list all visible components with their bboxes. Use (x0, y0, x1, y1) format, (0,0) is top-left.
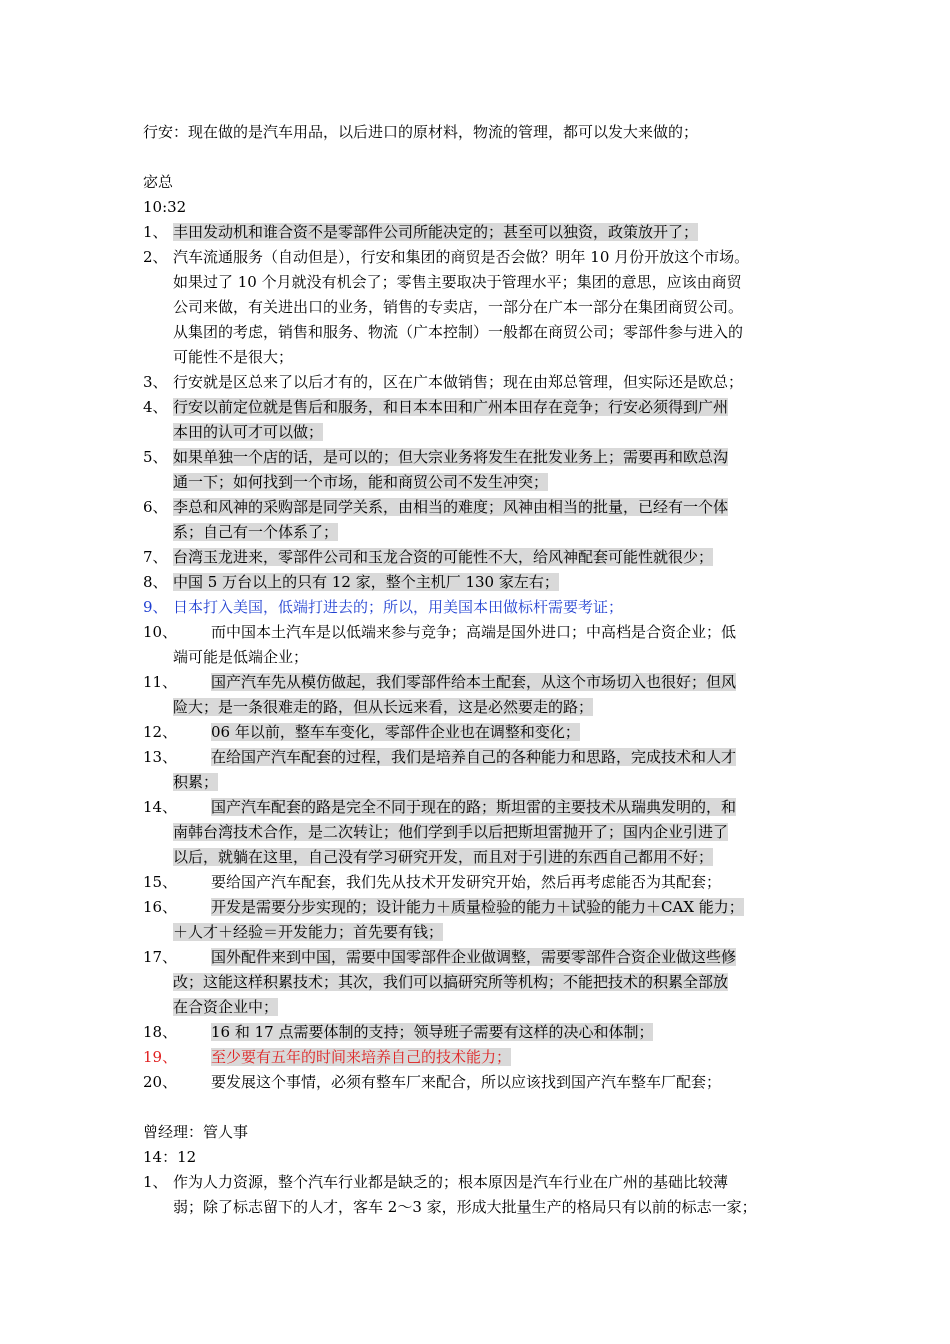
list-item (143, 620, 823, 670)
item-number: 4、 (143, 398, 168, 416)
list-item (143, 395, 823, 445)
item-line: 如果过了 10 个月就没有机会了；零售主要取决于管理水平；集团的意思，应该由商贸 (173, 273, 742, 291)
item-number: 18、 (143, 1023, 178, 1041)
list-item (143, 720, 823, 745)
item-number: 16、 (143, 898, 178, 916)
item-number: 8、 (143, 573, 168, 591)
list-item (143, 795, 823, 870)
section1-speaker: 宓总 (143, 173, 174, 191)
item-line: 从集团的考虑，销售和服务、物流（广本控制）一般都在商贸公司；零部件参与进入的 (173, 323, 744, 341)
item-text (173, 220, 823, 245)
item-line: 可能性不是很大； (173, 348, 294, 366)
item-line: 至少要有五年的时间来培养自己的技术能力； (211, 1048, 512, 1066)
item-number: 3、 (143, 373, 168, 391)
section2-list (143, 1170, 823, 1220)
item-line: 公司来做，有关进出口的业务，销售的专卖店，一部分在广本一部分在集团商贸公司。 (173, 298, 744, 316)
item-text (211, 1045, 823, 1070)
spacer (143, 145, 823, 170)
item-number: 5、 (143, 448, 168, 466)
item-line: 国产汽车配套的路是完全不同于现在的路；斯坦雷的主要技术从瑞典发明的，和 (211, 798, 737, 816)
item-text (211, 720, 823, 745)
section2-speaker: 曾经理：管人事 (143, 1123, 249, 1141)
item-text (173, 395, 823, 445)
item-number: 14、 (143, 798, 178, 816)
item-line: 作为人力资源，整个汽车行业都是缺乏的；根本原因是汽车行业在广州的基础比较薄 (173, 1173, 729, 1191)
item-number: 20、 (143, 1073, 178, 1091)
document-page (143, 120, 823, 1220)
list-item (143, 220, 823, 245)
item-text (173, 1170, 823, 1220)
item-text (173, 595, 823, 620)
section1-list (143, 220, 823, 1095)
item-text (173, 895, 823, 945)
list-item (143, 595, 823, 620)
item-line: 南韩台湾技术合作，是二次转让；他们学到手以后把斯坦雷抛开了；国内企业引进了 (173, 823, 729, 841)
item-text (173, 945, 823, 1020)
item-text (173, 745, 823, 795)
list-item (143, 370, 823, 395)
item-line: 本田的认可才可以做； (173, 423, 324, 441)
item-line: 以后，就躺在这里，自己没有学习研究开发，而且对于引进的东西自己都用不好； (173, 848, 714, 866)
list-item (143, 1045, 823, 1070)
list-item (143, 1170, 823, 1220)
item-line: 李总和风神的采购部是同学关系，由相当的难度；风神由相当的批量，已经有一个体 (173, 498, 729, 516)
list-item (143, 945, 823, 1020)
item-line: 在给国产汽车配套的过程，我们是培养自己的各种能力和思路，完成技术和人才 (211, 748, 737, 766)
item-number: 2、 (143, 248, 168, 266)
intro-line: 行安：现在做的是汽车用品，以后进口的原材料，物流的管理，都可以发大来做的； (143, 123, 699, 141)
item-text (173, 245, 823, 370)
item-text (211, 1020, 823, 1045)
item-line: 而中国本土汽车是以低端来参与竞争；高端是国外进口；中高档是合资企业；低 (211, 623, 737, 641)
item-line: 弱；除了标志留下的人才，客车 2～3 家，形成大批量生产的格局只有以前的标志一家； (173, 1198, 757, 1216)
item-number: 15、 (143, 873, 178, 891)
item-number: 1、 (143, 223, 168, 241)
item-text (173, 570, 823, 595)
item-line: 台湾玉龙进来，零部件公司和玉龙合资的可能性不大，给风神配套可能性就很少； (173, 548, 714, 566)
item-line: 日本打入美国，低端打进去的；所以，用美国本田做标杆需要考证； (173, 598, 624, 616)
item-text (211, 870, 823, 895)
item-line: 国产汽车先从模仿做起，我们零部件给本土配套，从这个市场切入也很好；但风 (211, 673, 737, 691)
item-text (173, 495, 823, 545)
list-item (143, 895, 823, 945)
item-text (173, 795, 823, 870)
item-line: 改；这能这样积累技术；其次，我们可以搞研究所等机构；不能把技术的积累全部放 (173, 973, 729, 991)
item-number: 7、 (143, 548, 168, 566)
item-line: 16 和 17 点需要体制的支持；领导班子需要有这样的决心和体制； (211, 1023, 654, 1041)
item-line: 06 年以前，整车车变化，零部件企业也在调整和变化； (211, 723, 580, 741)
item-line: 国外配件来到中国，需要中国零部件企业做调整，需要零部件合资企业做这些修 (211, 948, 737, 966)
item-number: 12、 (143, 723, 178, 741)
spacer (143, 1095, 823, 1120)
item-line: 积累； (173, 773, 219, 791)
item-line: 如果单独一个店的话，是可以的；但大宗业务将发生在批发业务上；需要再和欧总沟 (173, 448, 729, 466)
item-text (173, 670, 823, 720)
list-item (143, 1070, 823, 1095)
list-item (143, 245, 823, 370)
item-line: 行安以前定位就是售后和服务，和日本本田和广州本田存在竞争；行安必须得到广州 (173, 398, 729, 416)
item-line: 要给国产汽车配套，我们先从技术开发研究开始，然后再考虑能否为其配套； (211, 873, 722, 891)
list-item (143, 570, 823, 595)
item-text (173, 620, 823, 670)
item-number: 13、 (143, 748, 178, 766)
item-line: 行安就是区总来了以后才有的，区在广本做销售；现在由郑总管理，但实际还是欧总； (173, 373, 744, 391)
item-line: 端可能是低端企业； (173, 648, 309, 666)
item-line: 丰田发动机和谁合资不是零部件公司所能决定的；甚至可以独资，政策放开了； (173, 223, 699, 241)
list-item (143, 745, 823, 795)
item-number: 17、 (143, 948, 178, 966)
list-item (143, 445, 823, 495)
item-line: 中国 5 万台以上的只有 12 家，整个主机厂 130 家左右； (173, 573, 559, 591)
item-text (173, 445, 823, 495)
section1-time: 10:32 (143, 198, 187, 216)
item-text (211, 1070, 823, 1095)
item-number: 11、 (143, 673, 178, 691)
item-text (173, 370, 823, 395)
item-number: 6、 (143, 498, 168, 516)
list-item (143, 1020, 823, 1045)
item-line: 险大；是一条很难走的路，但从长远来看，这是必然要走的路； (173, 698, 594, 716)
item-line: 开发是需要分步实现的；设计能力＋质量检验的能力＋试验的能力＋CAX 能力； (211, 898, 744, 916)
item-line: 系；自己有一个体系了； (173, 523, 339, 541)
item-line: 在合资企业中； (173, 998, 279, 1016)
list-item (143, 545, 823, 570)
item-line: 通一下；如何找到一个市场，能和商贸公司不发生冲突； (173, 473, 549, 491)
item-number: 1、 (143, 1173, 168, 1191)
item-number: 9、 (143, 598, 168, 616)
item-line: 汽车流通服务（自动但是），行安和集团的商贸是否会做？明年 10 月份开放这个市场。 (173, 248, 750, 266)
item-number: 10、 (143, 623, 178, 641)
list-item (143, 670, 823, 720)
item-number: 19、 (143, 1048, 178, 1066)
item-text (173, 545, 823, 570)
list-item (143, 870, 823, 895)
item-line: 要发展这个事情，必须有整车厂来配合，所以应该找到国产汽车整车厂配套； (211, 1073, 722, 1091)
section2-time: 14：12 (143, 1148, 197, 1166)
list-item (143, 495, 823, 545)
item-line: ＋人才＋经验＝开发能力；首先要有钱； (173, 923, 444, 941)
